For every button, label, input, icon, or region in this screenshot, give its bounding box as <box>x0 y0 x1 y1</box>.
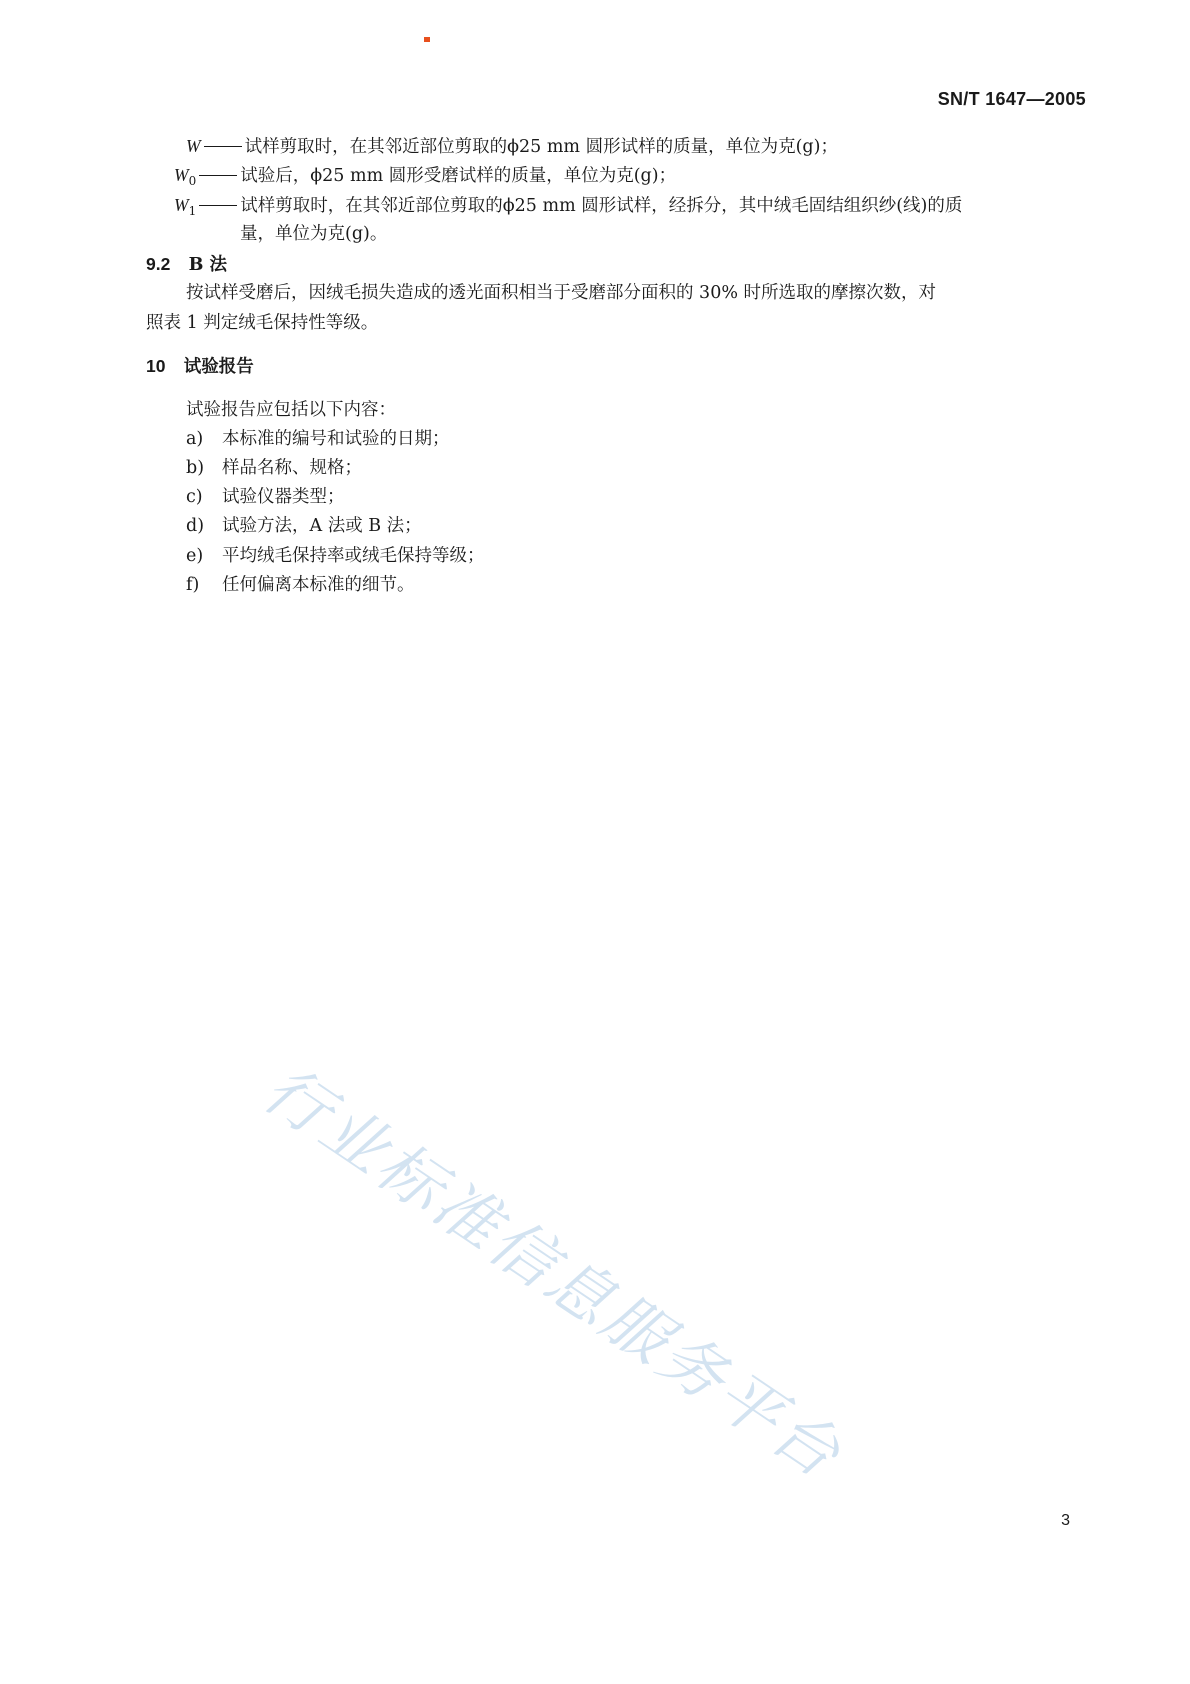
watermark: 行业标准信息服务平台 <box>250 1052 856 1495</box>
list-marker: f) <box>186 575 200 595</box>
doc-code: SN/T 1647—2005 <box>937 89 1086 109</box>
section-number: 10 <box>146 356 166 376</box>
symbol: W <box>186 136 201 156</box>
list-text: 平均绒毛保持率或绒毛保持等级； <box>222 546 485 566</box>
list-marker: d) <box>186 516 205 536</box>
paragraph-line: 照表 1 判定绒毛保持性等级。 <box>146 313 379 333</box>
definition-w1 <box>174 193 962 223</box>
list-item <box>186 514 422 538</box>
symbol: W <box>174 195 189 215</box>
subscript: 0 <box>188 174 197 188</box>
list-item <box>186 427 450 451</box>
list-text: 试验仪器类型； <box>222 487 345 507</box>
dash <box>199 175 237 176</box>
section-10-heading <box>146 354 254 379</box>
list-text: 样品名称、规格； <box>222 458 362 478</box>
section-9-2-heading <box>146 252 227 277</box>
list-marker: a) <box>186 429 204 449</box>
definition-text: 试验后，ϕ25 mm 圆形受磨试样的质量，单位为克(g)； <box>240 166 677 186</box>
page-number: 3 <box>1061 1512 1070 1529</box>
list-item <box>186 573 415 597</box>
list-text: 任何偏离本标准的细节。 <box>222 575 415 595</box>
list-item <box>186 544 485 568</box>
subscript: 1 <box>188 204 197 218</box>
section-title: B 法 <box>188 255 227 275</box>
list-item <box>186 485 345 509</box>
definition-text: 试样剪取时，在其邻近部位剪取的ϕ25 mm 圆形试样，经拆分，其中绒毛固结组织纱(线)的质 <box>240 196 963 216</box>
dash <box>204 146 242 147</box>
list-item <box>186 456 362 480</box>
red-mark <box>424 37 430 42</box>
dash <box>199 205 237 206</box>
section-title: 试验报告 <box>183 357 254 377</box>
list-marker: b) <box>186 458 205 478</box>
section-number: 9.2 <box>146 254 171 274</box>
definition-w <box>186 134 838 159</box>
definition-continuation: 量，单位为克(g)。 <box>240 224 388 244</box>
section-intro: 试验报告应包括以下内容： <box>186 400 396 420</box>
list-text: 本标准的编号和试验的日期； <box>222 429 450 449</box>
paragraph-line: 按试样受磨后，因绒毛损失造成的透光面积相当于受磨部分面积的 30% 时所选取的摩擦次数，对 <box>186 283 937 303</box>
list-text: 试验方法，A 法或 B 法； <box>222 516 422 536</box>
list-marker: c) <box>186 487 203 507</box>
definition-w0 <box>174 163 676 193</box>
symbol: W <box>174 165 189 185</box>
definition-text: 试样剪取时，在其邻近部位剪取的ϕ25 mm 圆形试样的质量，单位为克(g)； <box>244 137 838 157</box>
list-marker: e) <box>186 546 204 566</box>
